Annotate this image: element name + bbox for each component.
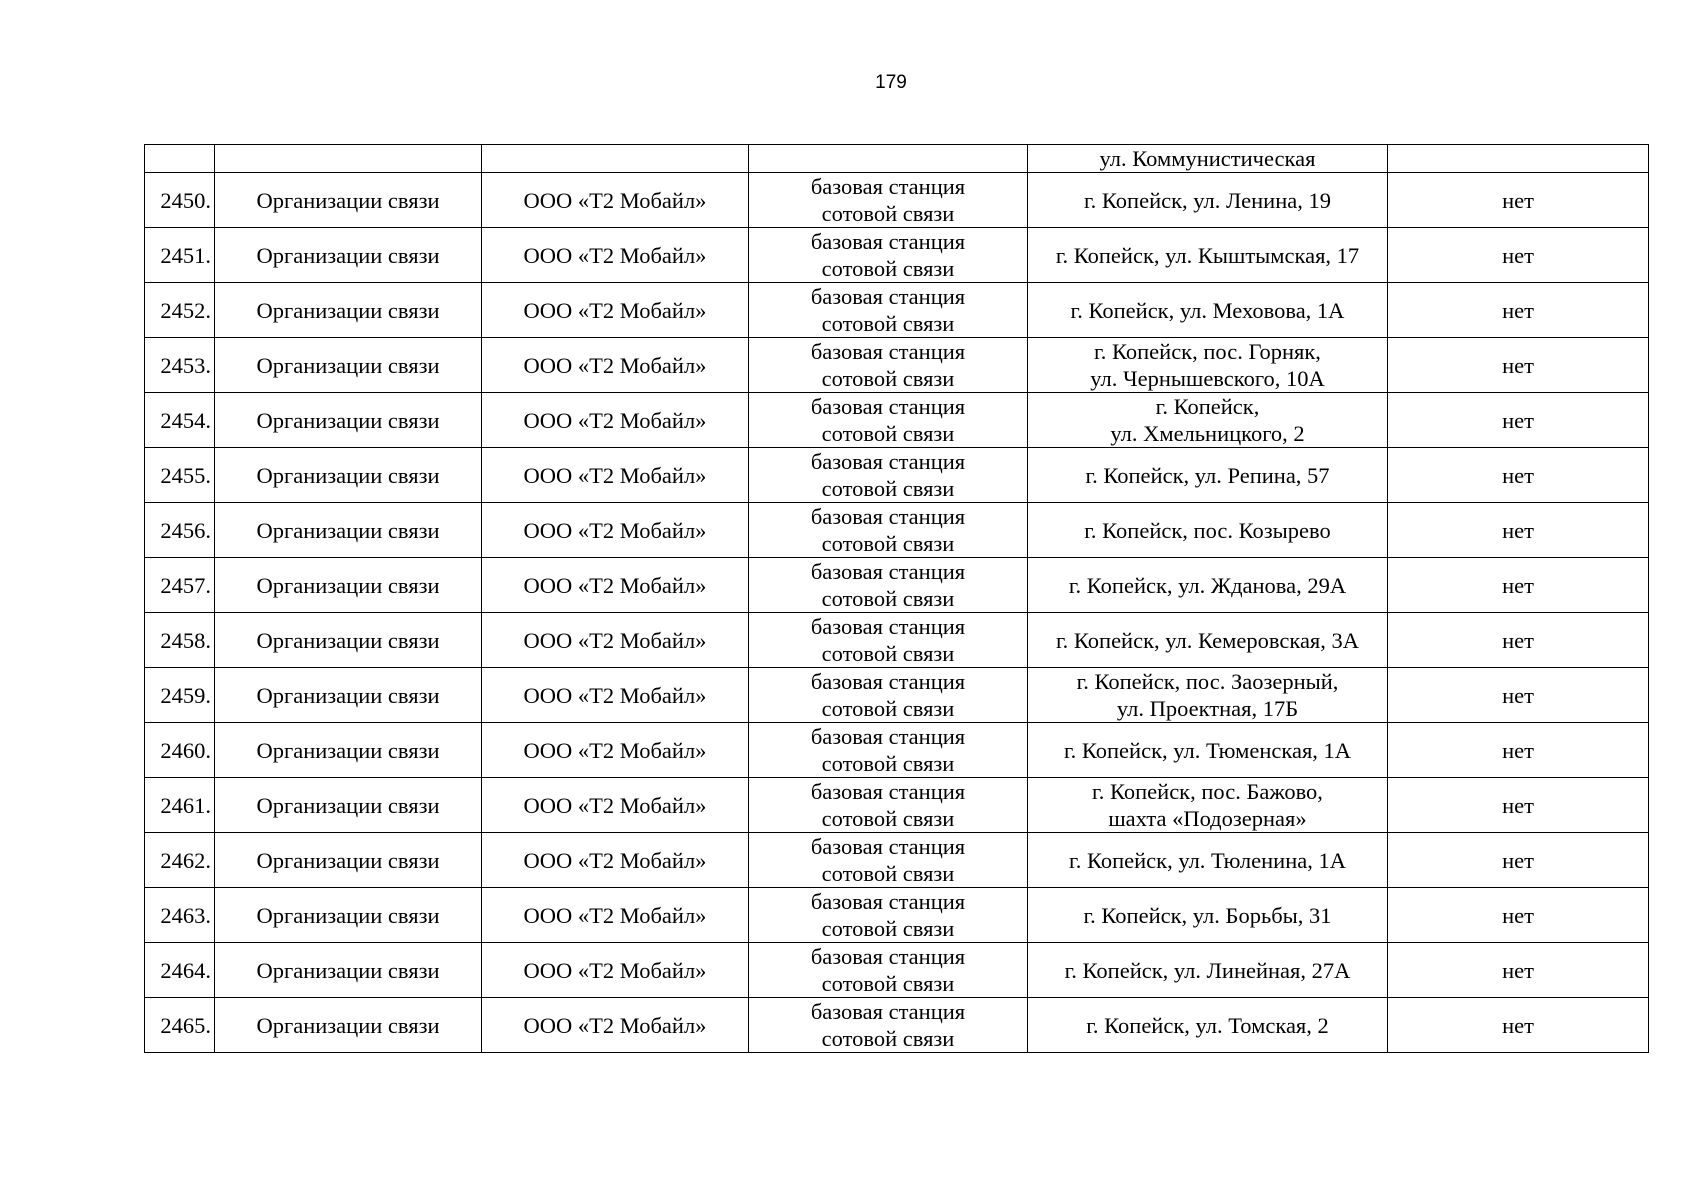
- cell-address: [1028, 503, 1388, 558]
- cell-object: [749, 723, 1028, 778]
- cell-category: Организации связи: [215, 558, 482, 613]
- cell-num: 2463.: [145, 888, 215, 943]
- object-line-2: сотовой связи: [821, 311, 955, 336]
- cell-status: нет: [1388, 558, 1649, 613]
- table-row: [145, 888, 1649, 943]
- object-line-1: базовая станция: [810, 284, 966, 309]
- address-line-1: г. Копейск, ул. Кемеровская, 3А: [1055, 627, 1360, 653]
- cell-owner: ООО «Т2 Мобайл»: [482, 393, 749, 448]
- cell-address: [1028, 833, 1388, 888]
- cell-object: [749, 833, 1028, 888]
- cell-category: Организации связи: [215, 668, 482, 723]
- address-line-1: г. Копейск, ул. Репина, 57: [1085, 462, 1330, 488]
- cell-object: [749, 448, 1028, 503]
- cell-owner: ООО «Т2 Мобайл»: [482, 723, 749, 778]
- cell-num: 2462.: [145, 833, 215, 888]
- cell-category: Организации связи: [215, 888, 482, 943]
- address-line-2: ул. Хмельницкого, 2: [1110, 421, 1305, 446]
- table-row: [145, 723, 1649, 778]
- address-line-1: г. Копейск, пос. Заозерный,: [1076, 669, 1339, 694]
- cell-owner: ООО «Т2 Мобайл»: [482, 668, 749, 723]
- cell-owner: ООО «Т2 Мобайл»: [482, 778, 749, 833]
- table-row: [145, 503, 1649, 558]
- object-line-2: сотовой связи: [821, 696, 955, 721]
- cell-owner: ООО «Т2 Мобайл»: [482, 888, 749, 943]
- cell-owner: [482, 145, 749, 173]
- address-line-1: г. Копейск, пос. Бажово,: [1092, 779, 1323, 804]
- cell-category: Организации связи: [215, 778, 482, 833]
- cell-address: [1028, 558, 1388, 613]
- cell-category: Организации связи: [215, 448, 482, 503]
- table-row: [145, 943, 1649, 998]
- cell-object: [749, 393, 1028, 448]
- cell-num: 2457.: [145, 558, 215, 613]
- cell-status: нет: [1388, 778, 1649, 833]
- address-line-1: г. Копейск, ул. Ленина, 19: [1083, 187, 1331, 213]
- object-line-1: базовая станция: [810, 174, 966, 199]
- cell-object: [749, 228, 1028, 283]
- cell-address: [1028, 668, 1388, 723]
- cell-status: нет: [1388, 393, 1649, 448]
- object-line-2: сотовой связи: [821, 806, 955, 831]
- cell-category: Организации связи: [215, 503, 482, 558]
- table-row: [145, 283, 1649, 338]
- address-line-1: г. Копейск, ул. Томская, 2: [1086, 1012, 1329, 1038]
- cell-object: [749, 668, 1028, 723]
- cell-num: 2464.: [145, 943, 215, 998]
- cell-address: [1028, 778, 1388, 833]
- table-row: [145, 228, 1649, 283]
- cell-status: нет: [1388, 503, 1649, 558]
- cell-status: нет: [1388, 943, 1649, 998]
- object-line-2: сотовой связи: [821, 751, 955, 776]
- object-line-1: базовая станция: [810, 449, 966, 474]
- table-row: [145, 833, 1649, 888]
- table-row: [145, 613, 1649, 668]
- cell-category: Организации связи: [215, 338, 482, 393]
- object-line-1: базовая станция: [810, 999, 966, 1024]
- table-row: [145, 173, 1649, 228]
- cell-object: [749, 888, 1028, 943]
- object-line-2: сотовой связи: [821, 421, 955, 446]
- cell-category: Организации связи: [215, 998, 482, 1053]
- cell-owner: ООО «Т2 Мобайл»: [482, 503, 749, 558]
- object-line-2: сотовой связи: [821, 861, 955, 886]
- cell-owner: ООО «Т2 Мобайл»: [482, 448, 749, 503]
- registry-table: [144, 144, 1649, 1053]
- page-number: 179: [875, 72, 907, 93]
- cell-owner: ООО «Т2 Мобайл»: [482, 173, 749, 228]
- cell-object: [749, 943, 1028, 998]
- address-line-2: ул. Чернышевского, 10А: [1090, 366, 1325, 391]
- object-line-2: сотовой связи: [821, 586, 955, 611]
- cell-address: [1028, 173, 1388, 228]
- cell-category: Организации связи: [215, 228, 482, 283]
- cell-num: [145, 145, 215, 173]
- cell-status: нет: [1388, 998, 1649, 1053]
- object-line-1: базовая станция: [810, 229, 966, 254]
- address-line-1: г. Копейск, ул. Кыштымская, 17: [1055, 242, 1360, 268]
- cell-object: [749, 283, 1028, 338]
- cell-object: [749, 558, 1028, 613]
- table-row: [145, 998, 1649, 1053]
- cell-num: 2465.: [145, 998, 215, 1053]
- cell-address: [1028, 613, 1388, 668]
- cell-category: Организации связи: [215, 613, 482, 668]
- cell-status: нет: [1388, 283, 1649, 338]
- cell-num: 2450.: [145, 173, 215, 228]
- cell-status: нет: [1388, 448, 1649, 503]
- registry-table-body: [145, 145, 1649, 1053]
- address-line-1: г. Копейск, ул. Тюленина, 1А: [1069, 847, 1346, 873]
- cell-category: Организации связи: [215, 833, 482, 888]
- object-line-2: сотовой связи: [821, 366, 955, 391]
- object-line-2: сотовой связи: [821, 641, 955, 666]
- cell-status: нет: [1388, 228, 1649, 283]
- cell-status: нет: [1388, 668, 1649, 723]
- cell-object: [749, 778, 1028, 833]
- object-line-1: базовая станция: [810, 779, 966, 804]
- address-line-1: г. Копейск, ул. Меховова, 1А: [1070, 297, 1345, 323]
- cell-status: нет: [1388, 613, 1649, 668]
- object-line-2: сотовой связи: [821, 971, 955, 996]
- cell-category: Организации связи: [215, 723, 482, 778]
- object-line-2: сотовой связи: [821, 1026, 955, 1051]
- cell-object: [749, 145, 1028, 173]
- cell-address: ул. Коммунистическая: [1028, 145, 1388, 173]
- cell-address: [1028, 888, 1388, 943]
- cell-owner: ООО «Т2 Мобайл»: [482, 943, 749, 998]
- object-line-1: базовая станция: [810, 504, 966, 529]
- address-line-1: г. Копейск, пос. Козырево: [1084, 517, 1331, 543]
- object-line-1: базовая станция: [810, 889, 966, 914]
- address-line-1: г. Копейск, ул. Жданова, 29А: [1068, 572, 1347, 598]
- object-line-2: сотовой связи: [821, 476, 955, 501]
- address-line-1: г. Копейск, пос. Горняк,: [1094, 339, 1321, 364]
- cell-status: нет: [1388, 833, 1649, 888]
- cell-num: 2456.: [145, 503, 215, 558]
- cell-status: нет: [1388, 338, 1649, 393]
- cell-address: [1028, 998, 1388, 1053]
- cell-object: [749, 173, 1028, 228]
- cell-num: 2455.: [145, 448, 215, 503]
- cell-owner: ООО «Т2 Мобайл»: [482, 833, 749, 888]
- address-line-1: г. Копейск,: [1155, 394, 1260, 419]
- object-line-1: базовая станция: [810, 559, 966, 584]
- address-line-1: г. Копейск, ул. Борьбы, 31: [1083, 902, 1332, 928]
- table-row: [145, 448, 1649, 503]
- cell-category: Организации связи: [215, 173, 482, 228]
- cell-num: 2460.: [145, 723, 215, 778]
- cell-object: [749, 613, 1028, 668]
- cell-status: нет: [1388, 173, 1649, 228]
- cell-num: 2453.: [145, 338, 215, 393]
- object-line-1: базовая станция: [810, 724, 966, 749]
- object-line-2: сотовой связи: [821, 201, 955, 226]
- table-row: [145, 668, 1649, 723]
- object-line-1: базовая станция: [810, 669, 966, 694]
- address-line-1: г. Копейск, ул. Тюменская, 1А: [1063, 737, 1352, 763]
- object-line-2: сотовой связи: [821, 916, 955, 941]
- table-row: [145, 338, 1649, 393]
- cell-address: [1028, 338, 1388, 393]
- cell-owner: ООО «Т2 Мобайл»: [482, 283, 749, 338]
- object-line-1: базовая станция: [810, 614, 966, 639]
- cell-owner: ООО «Т2 Мобайл»: [482, 998, 749, 1053]
- object-line-1: базовая станция: [810, 834, 966, 859]
- cell-num: 2459.: [145, 668, 215, 723]
- object-line-2: сотовой связи: [821, 531, 955, 556]
- table-row: [145, 558, 1649, 613]
- cell-address: [1028, 393, 1388, 448]
- cell-address: [1028, 723, 1388, 778]
- cell-num: 2451.: [145, 228, 215, 283]
- address-line-1: г. Копейск, ул. Линейная, 27А: [1064, 957, 1351, 983]
- cell-object: [749, 998, 1028, 1053]
- cell-status: [1388, 145, 1649, 173]
- cell-object: [749, 503, 1028, 558]
- cell-address: [1028, 283, 1388, 338]
- cell-owner: ООО «Т2 Мобайл»: [482, 228, 749, 283]
- cell-owner: ООО «Т2 Мобайл»: [482, 558, 749, 613]
- continuation-row: [145, 145, 1649, 173]
- cell-category: Организации связи: [215, 283, 482, 338]
- cell-owner: ООО «Т2 Мобайл»: [482, 613, 749, 668]
- address-line-2: ул. Проектная, 17Б: [1116, 696, 1299, 721]
- cell-address: [1028, 228, 1388, 283]
- object-line-1: базовая станция: [810, 339, 966, 364]
- address-line-2: шахта «Подозерная»: [1108, 806, 1307, 831]
- cell-object: [749, 338, 1028, 393]
- table-row: [145, 393, 1649, 448]
- cell-num: 2452.: [145, 283, 215, 338]
- object-line-2: сотовой связи: [821, 256, 955, 281]
- cell-category: [215, 145, 482, 173]
- cell-address: [1028, 943, 1388, 998]
- object-line-1: базовая станция: [810, 944, 966, 969]
- cell-status: нет: [1388, 888, 1649, 943]
- cell-num: 2461.: [145, 778, 215, 833]
- cell-status: нет: [1388, 723, 1649, 778]
- cell-category: Организации связи: [215, 393, 482, 448]
- cell-category: Организации связи: [215, 943, 482, 998]
- cell-owner: ООО «Т2 Мобайл»: [482, 338, 749, 393]
- table-row: [145, 778, 1649, 833]
- cell-num: 2458.: [145, 613, 215, 668]
- object-line-1: базовая станция: [810, 394, 966, 419]
- cell-address: [1028, 448, 1388, 503]
- cell-num: 2454.: [145, 393, 215, 448]
